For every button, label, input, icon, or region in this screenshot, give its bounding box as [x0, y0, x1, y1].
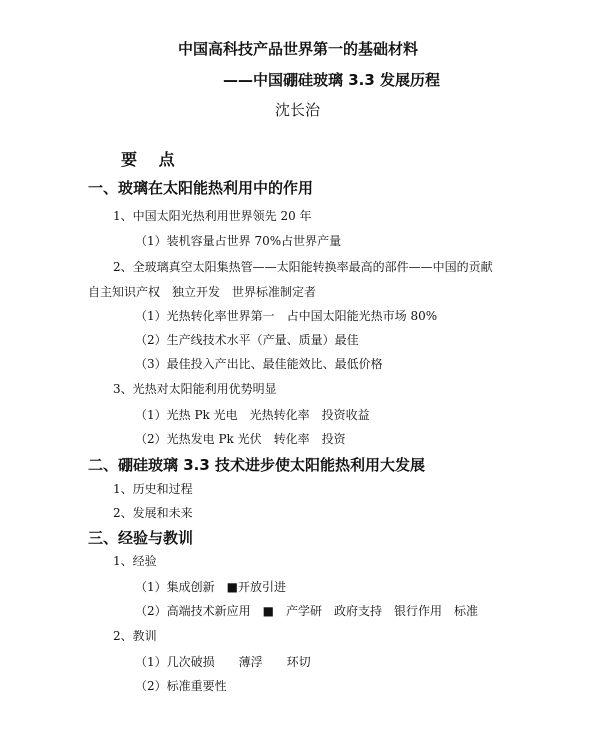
- list-subitem: （1）集成创新 ■开放引进: [135, 580, 286, 594]
- document-author: 沈长治: [275, 101, 321, 119]
- list-subitem: （2）光热发电 Pk 光伏 转化率 投资: [135, 432, 346, 446]
- list-item: 1、历史和过程: [113, 482, 193, 496]
- list-item-continuation: 自主知识产权 独立开发 世界标准制定者: [88, 285, 317, 299]
- list-subitem: （2）高端技术新应用 ■ 产学研 政府支持 银行作用 标准: [135, 604, 478, 618]
- section-heading: 三、经验与教训: [88, 529, 194, 547]
- list-subitem: （1）几次破损 薄浮 环切: [135, 655, 311, 669]
- section-heading: 一、玻璃在太阳能热利用中的作用: [88, 179, 314, 197]
- list-item: 2、全玻璃真空太阳集热管——太阳能转换率最高的部件——中国的贡献: [113, 260, 493, 274]
- list-item: 2、发展和未来: [113, 506, 193, 520]
- list-item: 1、中国太阳光热利用世界领先 20 年: [113, 209, 312, 223]
- outline-label: 要 点: [121, 150, 183, 169]
- list-item: 2、教训: [113, 629, 157, 643]
- list-subitem: （1）光热 Pk 光电 光热转化率 投资收益: [135, 408, 370, 422]
- list-subitem: （1）光热转化率世界第一 占中国太阳能光热市场 80%: [135, 309, 438, 323]
- document-title: 中国高科技产品世界第一的基础材料: [178, 40, 419, 58]
- document-subtitle: ——中国硼硅玻璃 3.3 发展历程: [223, 71, 441, 89]
- list-subitem: （2）生产线技术水平（产量、质量）最佳: [135, 333, 359, 347]
- list-subitem: （1）装机容量占世界 70%占世界产量: [135, 234, 342, 248]
- list-item: 1、经验: [113, 554, 157, 568]
- list-subitem: （2）标准重要性: [135, 679, 227, 693]
- list-subitem: （3）最佳投入产出比、最佳能效比、最低价格: [135, 357, 383, 371]
- list-item: 3、光热对太阳能利用优势明显: [113, 382, 277, 396]
- section-heading: 二、硼硅玻璃 3.3 技术进步使太阳能热利用大发展: [88, 456, 426, 474]
